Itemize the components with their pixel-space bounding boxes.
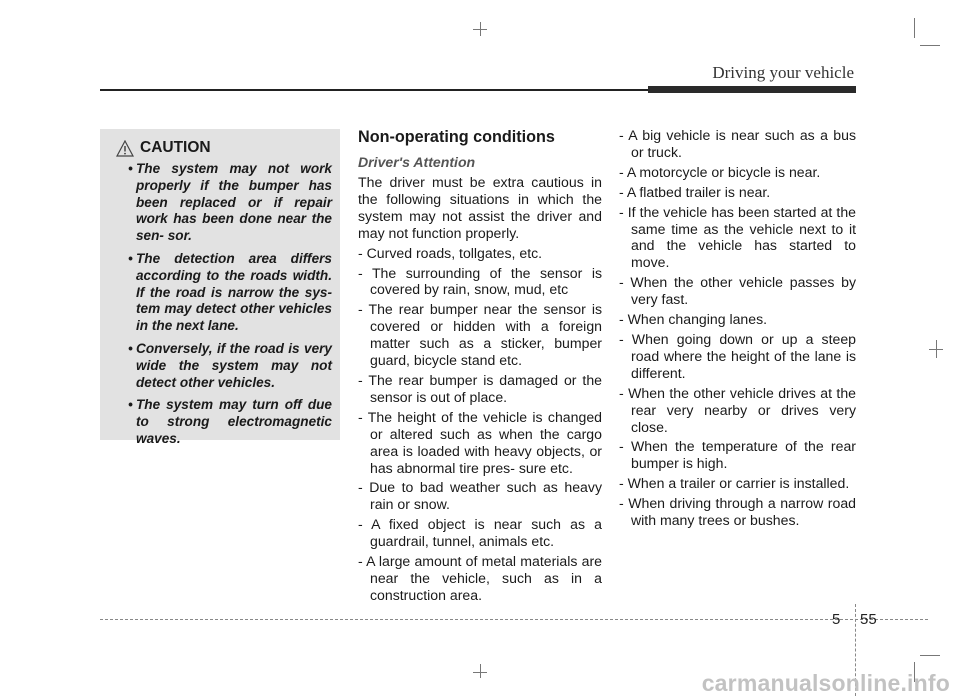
condition-item: - When driving through a narrow road with many trees or bushes. [619,495,856,529]
caution-item [114,397,332,447]
crop-mark-top-right-h [920,45,940,46]
condition-item: - The rear bumper near the sensor is covered or hidden with a foreign matter such as a sticker, bumper guard, bicycle stand etc. [358,301,602,369]
subheading: Driver's Attention [358,154,476,170]
bullet-icon: • [128,397,133,413]
crop-mark-bottom-center [480,664,481,678]
condition-item: - When the other vehicle passes by very fast. [619,274,856,308]
crop-mark-top-center-h [473,29,487,30]
watermark: carmanualsonline.info [701,670,950,696]
conditions-list-right [619,127,856,529]
caution-item [114,251,332,335]
crop-mark-mid-right-h [929,349,943,350]
section-heading: Non-operating conditions [358,128,555,146]
condition-item: - When changing lanes. [619,311,768,328]
condition-item: - The surrounding of the sensor is covered by rain, snow, mud, etc [358,264,602,298]
bullet-icon: • [128,161,133,176]
condition-item: - A motorcycle or bicycle is near. [619,163,821,180]
header-tab-bar [648,86,856,93]
caution-header [114,139,332,157]
caution-item [114,341,332,391]
intro-paragraph: The driver must be extra cautious in the following situations in which the system may not assist the driver and may not function properly. [358,174,602,241]
condition-item: - When the temperature of the rear bumper is high. [619,438,856,472]
crop-mark-bottom-right-h [920,655,940,656]
caution-item-text: The system may not work properly if the bumper has been replaced or if repair work has been done near the sen- sor. [136,161,332,244]
chapter-number: 5 [832,611,841,628]
condition-item: - A large amount of metal materials are near the vehicle, such as in a construction area. [358,553,602,603]
condition-item: - The height of the vehicle is changed or altered such as when the cargo area is loaded with heavy objects, or has abnormal tire pres- sure etc. [358,408,602,476]
condition-item: - A big vehicle is near such as a bus or truck. [619,127,856,160]
section-title: Driving your vehicle [712,63,854,82]
bullet-icon: • [128,250,133,266]
condition-item: - A flatbed trailer is near. [619,183,771,200]
main-column-left [358,127,602,607]
main-column-right [619,127,856,532]
condition-item: - Due to bad weather such as heavy rain or snow. [358,479,602,513]
crop-mark-bottom-center-h [473,672,487,673]
condition-item: - When the other vehicle drives at the rear very nearby or drives very close. [619,384,856,435]
caution-item-text: The system may turn off due to strong electromagnetic waves. [136,397,332,446]
page-number: 55 [860,611,877,628]
condition-item: - When a trailer or carrier is installed. [619,475,850,492]
condition-item: - When going down or up a steep road where the height of the lane is different. [619,330,856,381]
condition-item: - Curved roads, tollgates, etc. [358,244,543,261]
bullet-icon: • [128,340,133,356]
warning-triangle-icon [116,140,134,157]
caution-title: CAUTION [140,139,211,156]
caution-item-text: The detection area differs according to the roads width. If the road is narrow the sys- tem may detect other vehicles in the next lane. [136,250,332,334]
caution-list [114,161,332,448]
conditions-list-left [358,245,602,604]
crop-mark-top-right [914,18,915,38]
caution-item-text: Conversely, if the road is very wide the system may not detect other vehicles. [136,340,332,390]
caution-box [100,129,340,446]
caution-item [114,161,332,245]
condition-item: - If the vehicle has been started at the same time as the vehicle next to it and the vehicle has started to move. [619,203,856,271]
condition-item: - The rear bumper is damaged or the sensor is out of place. [358,371,602,405]
condition-item: - A fixed object is near such as a guardrail, tunnel, animals etc. [358,516,602,550]
footer-rule [100,619,928,620]
